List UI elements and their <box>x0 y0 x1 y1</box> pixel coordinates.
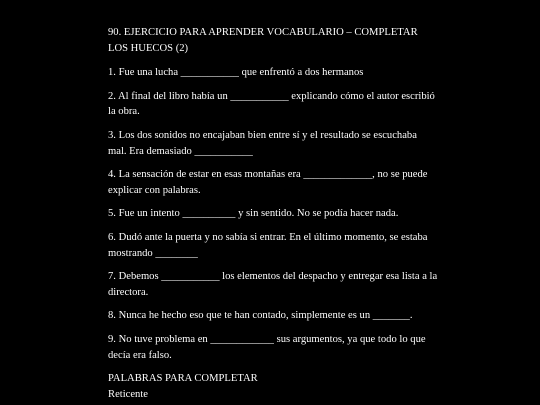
word-list-item: Reticente <box>108 388 149 400</box>
words-heading: PALABRAS PARA COMPLETAR <box>108 373 258 385</box>
exercise-item-9: 9. No tuve problema en ____________ sus argumentos, ya que todo lo que decía era falso. <box>108 333 429 361</box>
exercise-item-7: 7. Debemos ___________ los elementos del despacho y entregar esa lista a la directora. <box>108 271 440 298</box>
exercise-item-5: 5. Fue un intento __________ y sin sentido. No se podía hacer nada. <box>108 208 399 220</box>
exercise-page <box>108 25 438 402</box>
exercise-item-1: 1. Fue una lucha ___________ que enfrentó a dos hermanos <box>108 67 364 79</box>
exercise-title: 90. EJERCICIO PARA APRENDER VOCABULARIO – COMPLETAR LOS HUECOS (2) <box>108 27 418 54</box>
exercise-item-3: 3. Los dos sonidos no encajaban bien entre sí y el resultado se escuchaba mal. Era demasiado ___________ <box>108 129 420 157</box>
exercise-item-6: 6. Dudó ante la puerta y no sabía si entrar. En el último momento, se estaba mostrando ________ <box>108 231 431 259</box>
exercise-item-4: 4. La sensación de estar en esas montañas era _____________, no se puede explicar con palabras. <box>108 169 431 196</box>
exercise-item-8: 8. Nunca he hecho eso que te han contado, simplemente es un _______. <box>108 310 413 322</box>
exercise-item-2: 2. Al final del libro había un ___________ explicando cómo el autor escribió la obra. <box>108 90 438 118</box>
